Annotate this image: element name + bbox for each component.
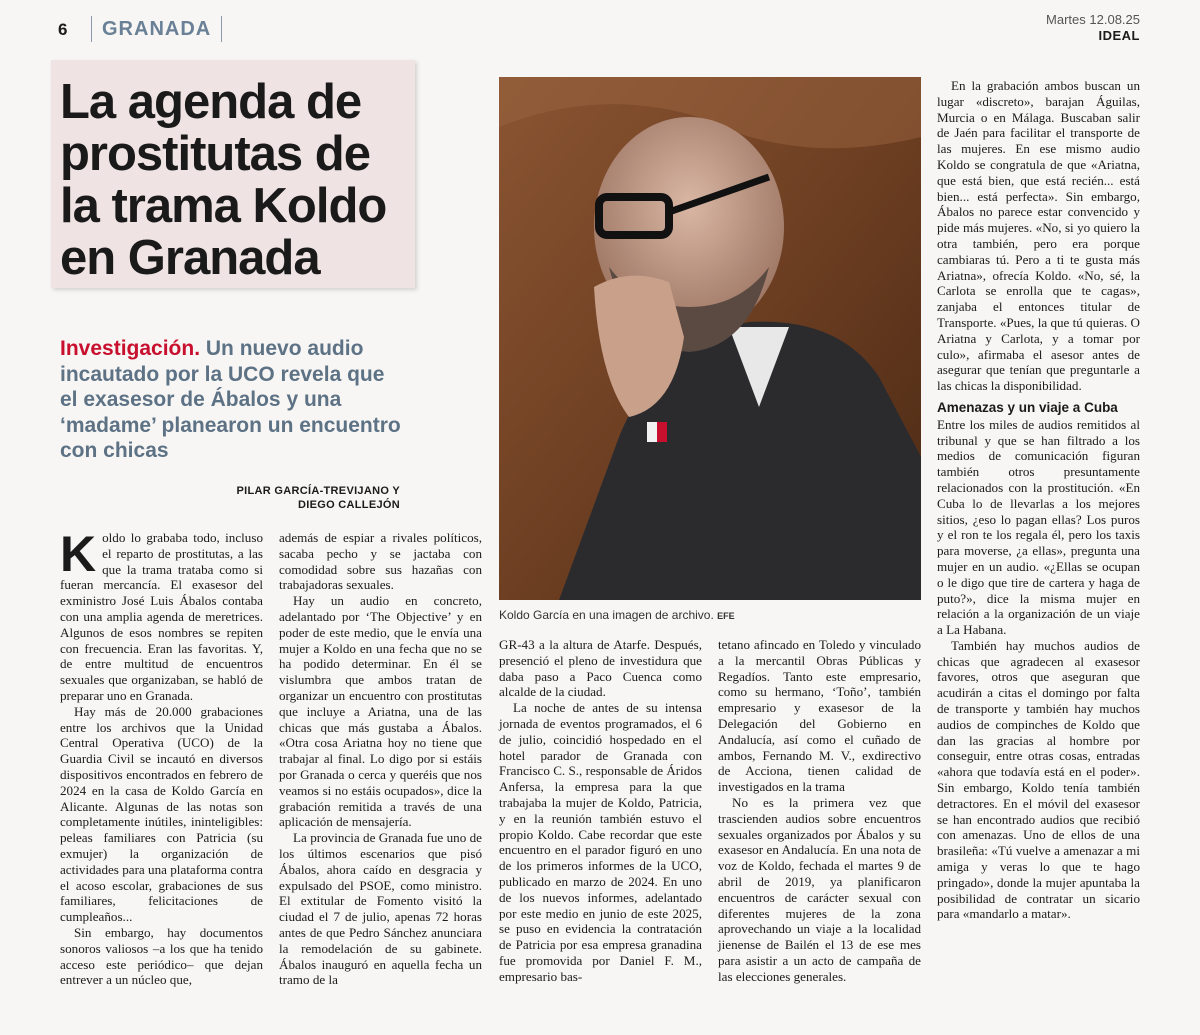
paragraph: En la grabación ambos buscan un lugar «discreto», barajan Águilas, Murcia o en Málaga. Buscaban salir de Jaén para facilitar el transporte de las mujeres. En ese mismo audio Koldo se congratula de que «Ariatna, que está bien, que está recién... está bien... está perfecta». Sin embargo, Ábalos no parece estar convencido y pide más mujeres. «No, si yo quiero la otra también, pero era porque cambiaras tú. Pero a ti te gusta más Ariatna», ofrecía Koldo. «No, sé, la Carlota se enrolla que te cagas», zanjaba el entonces titular de Transporte. «Pues, la que tú quieras. O Ariatna y Carlota, y a tomar por culo», afirmaba el asesor antes de asegurar que tenían que preguntarle a las chicas la disponibilidad.: [937, 78, 1140, 394]
paragraph: No es la primera vez que trascienden audios sobre encuentros sexuales organizados por Ábalos y su exasesor en Andalucía. En una nota de voz de Koldo, fechada el martes 9 de abril de 2019, ya planificaron encuentros de carácter sexual con diferentes mujeres de la zona aprovechando un viaje a la localidad jienense de Bailén el 13 de ese mes para asistir a un acto de campaña de las elecciones generales.: [718, 794, 921, 984]
paragraph: La provincia de Granada fue uno de los últimos escenarios que pisó Ábalos, ahora caído en desgracia y expulsado del PSOE, como ministro. El extitular de Fomento visitó la ciudad el 7 de julio, apenas 72 horas antes de que Pedro Sánchez anunciara la remodelación de su gabinete. Ábalos inauguró en aquella fecha un tramo de la: [279, 830, 482, 988]
column-2: [279, 530, 482, 988]
paragraph: además de espiar a rivales políticos, sacaba pecho y se jactaba con comodidad sobre sus hazañas con trabajadoras sexuales.: [279, 530, 482, 593]
photo-caption: [499, 608, 921, 622]
page-number: 6: [58, 20, 68, 39]
photo-credit: EFE: [717, 611, 735, 621]
paragraph: También hay muchos audios de chicas que agradecen al exasesor favores, otros que aseguran que acudirán a citas el domingo por falta de transporte y también hay muchos audios de compinches de Koldo que dan las gracias al hombre por conseguir, entre otras cosas, entradas «ahora que todavía está en el poder». Sin embargo, Koldo tenía también detractores. En el móvil del exasesor se han encontrado audios que recibió con amenazas. Uno de ellos de una brasileña: «Tú vuelve a amenazar a mi amiga y veras lo que te hago pringado», donde la mujer apuntaba la posibilidad de contratar un sicario para «mandarlo a matar».: [937, 637, 1140, 922]
paragraph: tetano afincado en Toledo y vinculado a la mercantil Obras Públicas y Regadíos. Tanto este empresario, como su hermano, ‘Toño’, también empresario y exasesor de la Delegación del Gobierno en Andalucía, así como el cuñado de ambos, Fernando M. V., exdirectivo de Acciona, tienen calidad de investigados en la trama: [718, 637, 921, 795]
byline-line-1: PILAR GARCÍA-TREVIJANO Y: [236, 485, 400, 497]
byline: [140, 484, 400, 512]
paragraph: La noche de antes de su intensa jornada de eventos programados, el 6 de julio, coincidió hospedado en el hotel parador de Granada con Francisco C. S., responsable de Áridos Anfersa, la empresa para la que trabajaba la mujer de Koldo, Patricia, y en la reunión también estuvo el propio Koldo. Cabe recordar que este encuentro en el parador figuró en uno de los primeros informes de la UCO, publicado en marzo de 2024. En uno de los nuevos informes, adelantado por este medio en junio de este 2025, se puso en evidencia la contratación de Patricia por esa empresa granadina fue promovida por Daniel F. M., empresario bas-: [499, 700, 702, 984]
kicker: Investigación.: [60, 337, 201, 360]
issue-date: Martes 12.08.25: [1046, 12, 1140, 27]
column-5: [937, 78, 1140, 922]
headline: La agenda de prostitutas de la trama Koldo en Granada: [60, 75, 387, 285]
section-label: GRANADA: [91, 16, 222, 42]
column-1: [60, 526, 263, 988]
paragraph: Entre los miles de audios remitidos al tribunal y que se han filtrado a los medios de comunicación figuran también otros presuntamente relacionados con la prostitución. «En Cuba lo de llevarlas a los mejores sitios, ¿eso lo pagan ellas? Los puros y el ron te los regala él, pero los taxis para moverse, ¿a ellas», pregunta una mujer en un audio. «¿Ellas se ocupan o le digo que tire de cartera y haga de puto?», dice la misma mujer en relación a la organización de un viaje a La Habana.: [937, 416, 1140, 638]
paragraph: Hay un audio en concreto, adelantado por ‘The Objective’ y en poder de este medio, que le envía una mujer a Koldo en una fecha que no se ha podido determinar. En él se vislumbra que ambos tratan de organizar un encuentro con prostitutas que incluye a Ariatna, una de las chicas que más gustaba a Ábalos. «Otra cosa Ariatna hoy no tiene que trabajar al final. Lo digo por si estáis por Granada o cerca y queréis que nos veamos si no estáis ocupados», dice la grabación remitida a través de una aplicación de mensajería.: [279, 593, 482, 830]
photo-koldo-garcia: [499, 77, 921, 600]
drop-cap: K: [60, 526, 97, 582]
paragraph: Sin embargo, hay documentos sonoros valiosos –a los que ha tenido acceso este periódico– que dejan entrever a un núcleo que,: [60, 924, 263, 988]
photo-illustration: [499, 77, 921, 600]
deck: [60, 336, 405, 464]
paragraph: GR-43 a la altura de Atarfe. Después, presenció el pleno de investidura que daba paso a Paco Cuenca como alcalde de la ciudad.: [499, 637, 702, 700]
caption-text: Koldo García en una imagen de archivo.: [499, 608, 714, 622]
deck-text: Un nuevo audio incautado por la UCO revela que el exasesor de Ábalos y una ‘madame’ planearon un encuentro con chicas: [60, 337, 401, 462]
column-3: [499, 637, 702, 985]
subheading: Amenazas y un viaje a Cuba: [937, 399, 1118, 415]
column-4: [718, 637, 921, 985]
paragraph: Hay más de 20.000 grabaciones entre los archivos que la Unidad Central Operativa (UCO) de la Guardia Civil se incautó en diversos dispositivos encontrados en febrero de 2024 en la casa de Koldo García en Alicante. Algunas de las notas son completamente inútiles, ininteligibles: peleas familiares con Patricia (su exmujer) la organización de actividades para una plataforma contra el acoso escolar, grabaciones de sus familiares, felicitaciones de cumpleaños...: [60, 703, 263, 925]
byline-line-2: DIEGO CALLEJÓN: [298, 499, 400, 511]
paragraph: Koldo lo grababa todo, incluso el reparto de prostitutas, a las que la trama trataba como si fueran mercancía. El exasesor del exministro José Luis Ábalos contaba con una amplia agenda de meretrices. Algunos de esos nombres se repiten con frecuencia. Eran las favoritas. Y, de entre multitud de encuentros sexuales que organizaban, se habló de preparar uno en Granada.: [60, 526, 263, 703]
newspaper-name: IDEAL: [1098, 28, 1140, 43]
